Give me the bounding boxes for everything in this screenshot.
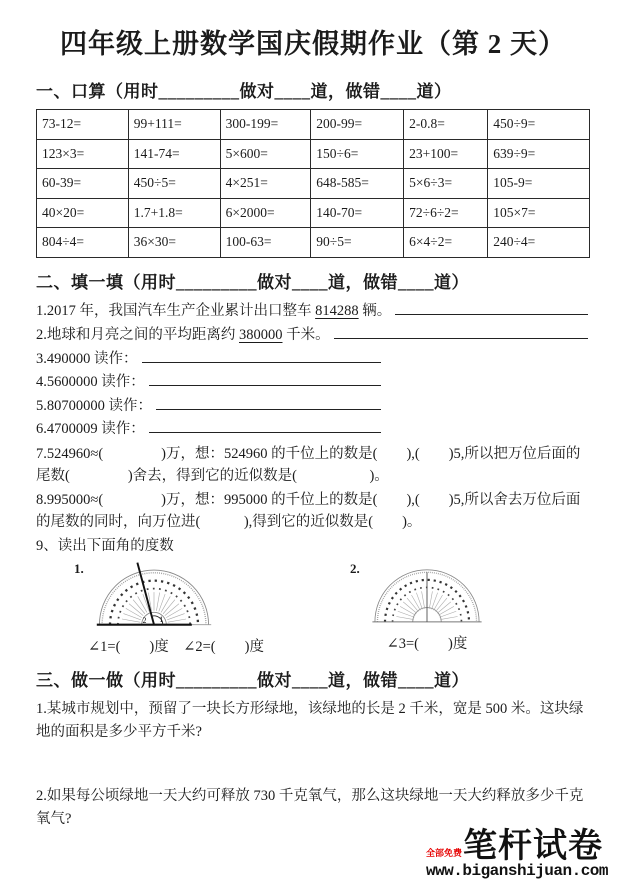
fill-item-3-label: 3.490000 读作：	[36, 350, 138, 367]
angle-1-mark: 1	[159, 615, 164, 625]
section-fill-header: 二、填一填（用时_________做对____道，做错____道）	[36, 272, 469, 292]
fill-item-1-text: 1.2017 年，我国汽车生产企业累计出口整车	[36, 302, 316, 319]
oral-problem-cell: 450÷5=	[128, 169, 220, 199]
oral-problem-cell: 90÷5=	[311, 228, 404, 258]
oral-table-row	[37, 198, 590, 228]
fill-item-4	[36, 371, 381, 395]
do-question-1: 1.某城市规划中，预留了一块长方形绿地，该绿地的长是 2 千米，宽是 500 米。这块绿地的面积是多少平方千米?	[36, 701, 584, 740]
fill-item-1	[36, 300, 590, 323]
figure-2-angle-labels: ∠3=( )度	[386, 636, 468, 652]
oral-problem-cell: 1.7+1.8=	[128, 198, 220, 228]
oral-problem-cell: 648-585=	[311, 169, 404, 199]
fill-item-4-label: 4.5600000 读作：	[36, 374, 145, 390]
fill-item-6	[36, 418, 381, 442]
oral-problem-cell: 60-39=	[37, 169, 129, 199]
oral-problem-cell: 6×4÷2=	[404, 228, 488, 258]
brand-footer	[426, 829, 608, 880]
fill-item-2-unit: 千米。	[282, 326, 330, 343]
oral-calc-table	[36, 109, 590, 258]
oral-problem-cell: 2-0.8=	[404, 110, 488, 140]
oral-problem-cell: 450÷9=	[488, 110, 590, 140]
oral-problem-cell: 5×6÷3=	[404, 169, 488, 199]
oral-table-row	[37, 139, 590, 169]
oral-problem-cell: 141-74=	[128, 139, 220, 169]
do-question-2: 2.如果每公顷绿地一天大约可释放 730 千克氧气，那么这块绿地一天大约释放多少千克氧气?	[36, 788, 584, 827]
fill-item-7: 7.524960≈( )万，想：524960 的千位上的数是( ),( )5,所以把万位后面的尾数( )舍去，得到它的近似数是( )。	[36, 445, 581, 484]
answer-blank-line	[156, 409, 381, 410]
fill-item-3	[36, 348, 381, 372]
oral-problem-cell: 300-199=	[220, 110, 311, 140]
figure-2-number: 2.	[349, 561, 360, 576]
figure-1-angle-labels: ∠1=( )度 ∠2=( )度	[88, 639, 264, 655]
oral-problem-cell: 105-9=	[488, 169, 590, 199]
protractor-2-drawing	[364, 561, 490, 629]
oral-problem-cell: 4×251=	[220, 169, 311, 199]
answer-blank-line	[149, 432, 381, 433]
answer-blank-line	[142, 362, 382, 363]
figure-1-number: 1.	[74, 561, 84, 576]
underlined-number: 814288	[315, 302, 359, 319]
angle-figures	[36, 561, 590, 656]
fill-item-8: 8.995000≈( )万，想：995000 的千位上的数是( ),( )5,所以舍去万位后面的尾数的同时，向万位进( ),得到它的近似数是( )。	[36, 491, 581, 530]
oral-problem-cell: 5×600=	[220, 139, 311, 169]
oral-problem-cell: 240÷4=	[488, 228, 590, 258]
answer-blank-line	[149, 385, 381, 386]
answer-blank-line	[334, 338, 588, 339]
fill-item-5-label: 5.80700000 读作：	[36, 397, 152, 414]
oral-problem-cell: 140-70=	[311, 198, 404, 228]
protractor-figure-2	[349, 561, 490, 653]
protractor-1-drawing	[88, 561, 220, 632]
oral-problem-cell: 100-63=	[220, 228, 311, 258]
oral-problem-cell: 639÷9=	[488, 139, 590, 169]
free-badge: 全部免费	[425, 848, 462, 858]
fill-item-6-label: 6.4700009 读作：	[36, 421, 145, 437]
page-title: 四年级上册数学国庆假期作业（第 2 天）	[60, 29, 566, 59]
protractor-figure-1	[74, 561, 264, 656]
fill-item-1-unit: 辆。	[358, 302, 392, 319]
fill-item-9: 9、读出下面角的度数	[36, 537, 174, 554]
oral-table-row	[37, 169, 590, 199]
oral-table-row	[37, 228, 590, 258]
oral-problem-cell: 99+111=	[128, 110, 220, 140]
oral-problem-cell: 73-12=	[37, 110, 129, 140]
brand-name: 笔杆试卷	[462, 827, 603, 865]
oral-problem-cell: 6×2000=	[220, 198, 311, 228]
section-oral-header: 一、口算（用时_________做对____道，做错____道）	[36, 82, 452, 101]
oral-problem-cell: 200-99=	[311, 110, 404, 140]
oral-table-row	[37, 110, 590, 140]
oral-problem-cell: 72÷6÷2=	[404, 198, 488, 228]
oral-problem-cell: 150÷6=	[311, 139, 404, 169]
angle-2-mark: 2	[142, 615, 147, 625]
oral-problem-cell: 40×20=	[37, 198, 129, 228]
fill-item-2-text: 2.地球和月亮之间的平均距离约	[36, 326, 239, 343]
oral-problem-cell: 23+100=	[404, 139, 488, 169]
answer-blank-line	[395, 314, 588, 315]
fill-item-2	[36, 324, 590, 347]
oral-problem-cell: 105×7=	[488, 198, 590, 228]
brand-url: www.biganshijuan.com	[425, 862, 608, 880]
oral-problem-cell: 36×30=	[128, 228, 220, 258]
fill-item-5	[36, 395, 381, 419]
oral-problem-cell: 123×3=	[37, 139, 129, 169]
underlined-number: 380000	[239, 326, 283, 343]
oral-problem-cell: 804÷4=	[37, 228, 129, 258]
section-do-header: 三、做一做（用时_________做对____道，做错____道）	[36, 671, 469, 690]
